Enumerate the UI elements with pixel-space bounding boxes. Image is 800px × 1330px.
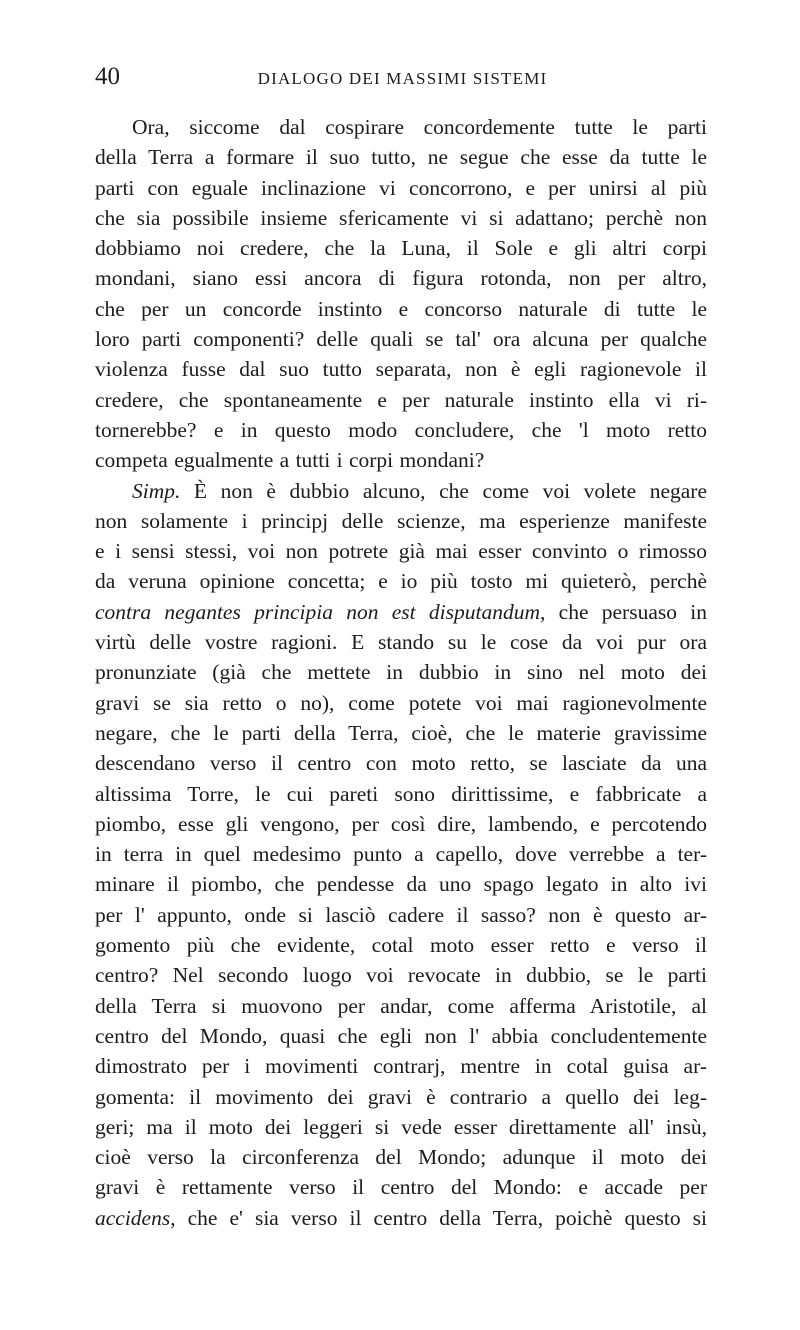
text-line: mondani, siano essi ancora di figura rotonda, non per altro, [95,266,707,291]
running-title: DIALOGO DEI MASSIMI SISTEMI [257,69,548,88]
text-line: geri; ma il moto dei leggeri si vede esser direttamente all' insù, [95,1114,707,1139]
text-line: descendano verso il centro con moto retto, se lasciate da una [95,751,707,776]
text-line: gomenta: il movimento dei gravi è contrario a quello dei leg- [95,1084,707,1109]
text-line: loro parti componenti? delle quali se tal' ora alcuna per qualche [95,327,707,352]
text-line: dobbiamo noi credere, che la Luna, il Sole e gli altri corpi [95,236,707,261]
latin-phrase: contra negantes principia non est disputandum [95,599,540,624]
text-line: minare il piombo, che pendesse da uno spago legato in alto ivi [95,872,707,897]
line-text: È non è dubbio alcuno, che come voi volete negare [180,478,707,503]
page-number: 40 [95,63,120,90]
text-line: in terra in quel medesimo punto a capello, dove verrebbe a ter- [95,842,707,867]
text-line: altissima Torre, le cui pareti sono dirittissime, e fabbricate a [95,781,707,806]
text-line: per l' appunto, onde si lasciò cadere il sasso? non è questo ar- [95,902,707,927]
text-line: Ora, siccome dal cospirare concordemente tutte le parti [132,115,707,139]
text-line: parti con eguale inclinazione vi concorrono, e per unirsi al più [95,175,707,200]
text-line: da veruna opinione concetta; e io più tosto mi quieterò, perchè [95,569,707,594]
line-text: , che persuaso in [540,599,707,624]
body-text [95,112,707,1233]
text-line: della Terra a formare il suo tutto, ne segue che esse da tutte le [95,145,707,170]
text-line: credere, che spontaneamente e per naturale instinto ella vi ri- [95,387,707,412]
text-line: dimostrato per i movimenti contrarj, mentre in cotal guisa ar- [95,1054,707,1079]
text-line: gravi è rettamente verso il centro del Mondo: e accade per [95,1175,707,1200]
text-line: violenza fusse dal suo tutto separata, non è egli ragionevole il [95,357,707,382]
speaker-name: Simp. [132,478,181,503]
text-line: e i sensi stessi, voi non potrete già mai esser convinto o rimosso [95,539,707,564]
text-line: tornerebbe? e in questo modo concludere, che 'l moto retto [95,417,707,442]
text-line [95,476,707,506]
text-line: pronunziate (già che mettete in dubbio in sino nel moto dei [95,660,707,685]
text-line: centro del Mondo, quasi che egli non l' abbia concludentemente [95,1023,707,1048]
text-line: virtù delle vostre ragioni. E stando su le cose da voi pur ora [95,630,707,655]
text-line: che per un concorde instinto e concorso naturale di tutte le [95,296,707,321]
text-line: gravi se sia retto o no), come potete voi mai ragionevolmente [95,690,707,715]
line-text: , che e' sia verso il centro della Terra, poichè questo si [170,1205,707,1230]
text-line: gomento più che evidente, cotal moto esser retto e verso il [95,933,707,958]
text-line: competa egualmente a tutti i corpi mondani? [95,448,485,473]
text-line: piombo, esse gli vengono, per così dire, lambendo, e percotendo [95,811,707,836]
text-line: che sia possibile insieme sfericamente vi si adattano; perchè non [95,205,707,230]
text-line [95,1203,707,1233]
text-line: negare, che le parti della Terra, cioè, che le materie gravissime [95,720,707,745]
text-line [95,597,707,627]
text-line: cioè verso la circonferenza del Mondo; adunque il moto dei [95,1145,707,1170]
accidens-word: accidens [95,1205,171,1230]
text-line: della Terra si muovono per andar, come afferma Aristotile, al [95,993,707,1018]
text-line: non solamente i principj delle scienze, ma esperienze manifeste [95,508,707,533]
text-line: centro? Nel secondo luogo voi revocate in dubbio, se le parti [95,963,707,988]
page-header [95,62,710,94]
